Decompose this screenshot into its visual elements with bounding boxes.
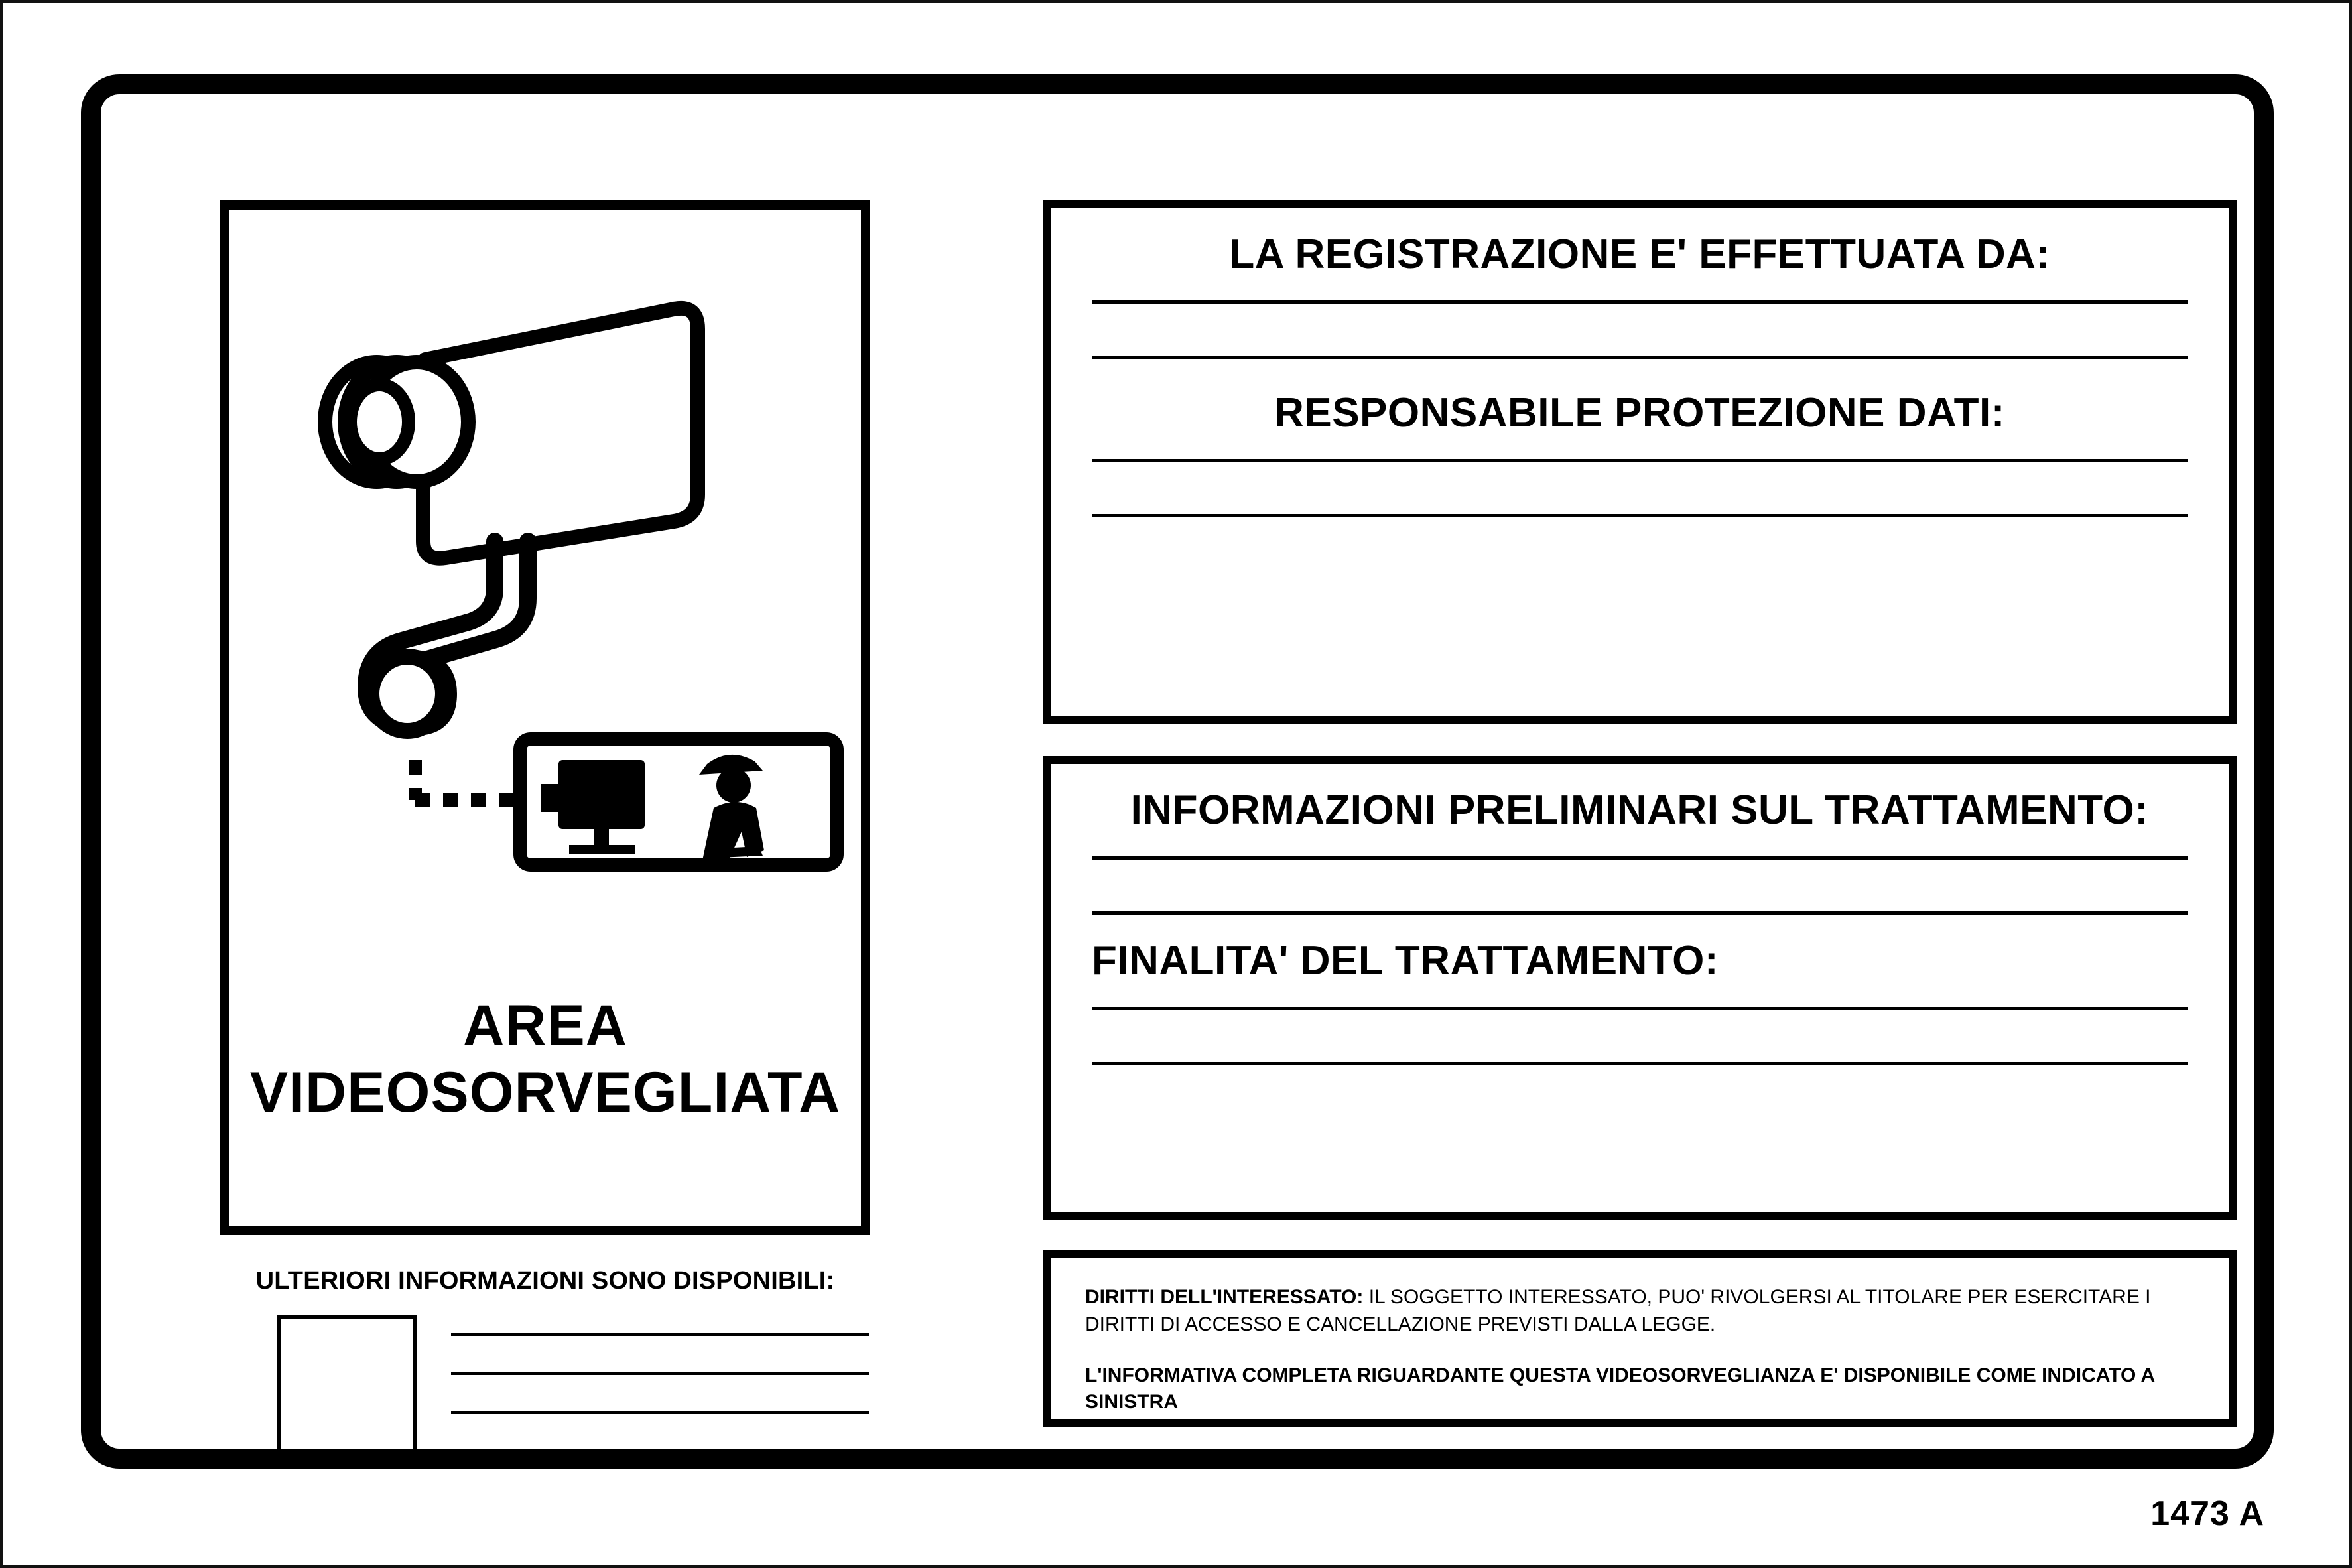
write-line[interactable] [451,1372,869,1375]
treatment-info-box [1043,756,2237,1220]
data-officer-write-lines [1092,459,2188,517]
purpose-write-lines [1092,1007,2188,1065]
recorded-by-heading: LA REGISTRAZIONE E' EFFETTUATA DA: [1229,231,2050,277]
further-info-row [220,1315,870,1452]
write-line[interactable] [1092,300,2188,304]
write-line[interactable] [1092,459,2188,462]
write-line[interactable] [1092,1007,2188,1010]
preliminary-info-heading: INFORMAZIONI PRELIMINARI SUL TRATTAMENTO: [1130,787,2149,833]
further-info-label: ULTERIORI INFORMAZIONI SONO DISPONIBILI: [255,1267,835,1295]
area-label [229,992,861,1127]
write-line[interactable] [1092,514,2188,517]
purpose-heading: FINALITA' DEL TRATTAMENTO: [1092,938,1719,984]
data-officer-heading: RESPONSABILE PROTEZIONE DATI: [1274,390,2005,436]
qr-code-placeholder-box [277,1315,417,1452]
area-label-line1: AREA [463,994,627,1057]
area-label-line2: VIDEOSORVEGLIATA [249,1061,841,1125]
document-code: 1473 A [2150,1494,2264,1533]
write-line[interactable] [451,1411,869,1414]
write-line[interactable] [1092,856,2188,860]
recorded-by-write-lines [1092,300,2188,359]
legal-notice-box [1043,1250,2237,1427]
rights-paragraph [1085,1284,2194,1339]
sign-panel [81,74,2274,1469]
camera-pictogram-box [220,200,870,1235]
write-line[interactable] [451,1333,869,1336]
write-line[interactable] [1092,1062,2188,1065]
rights-label: DIRITTI DELL'INTERESSATO: [1085,1286,1364,1308]
rights-text: IL SOGGETTO INTERESSATO, PUO' RIVOLGERSI AL TITOLARE PER ESERCITARE I DIRITTI DI ACCESSO E CANCELLAZIONE PREVISTI DALLA LEGGE. [1085,1286,2151,1335]
notice-paragraph: L'INFORMATIVA COMPLETA RIGUARDANTE QUESTA VIDEOSORVEGLIANZA E' DISPONIBILE COME INDICATO A SINISTRA [1085,1364,2155,1413]
preliminary-info-write-lines [1092,856,2188,915]
cctv-camera-icon [249,229,860,959]
right-column [1043,200,2237,1427]
further-info-write-lines [451,1315,869,1414]
left-column [220,200,870,1452]
recorded-by-box [1043,200,2237,724]
